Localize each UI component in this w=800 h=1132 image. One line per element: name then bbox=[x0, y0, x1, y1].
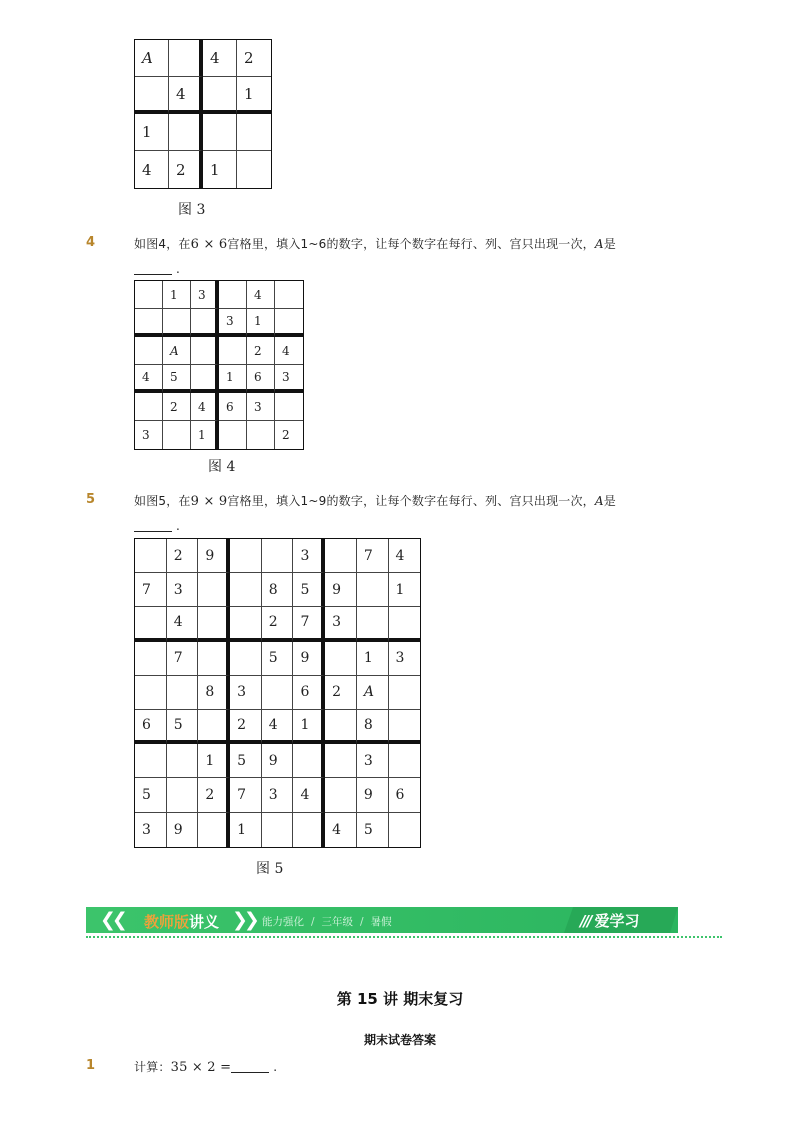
grid-cell-empty[interactable] bbox=[198, 573, 230, 607]
grid-cell-empty[interactable] bbox=[135, 642, 167, 676]
lecture-banner bbox=[86, 907, 716, 933]
question-5-answer-line bbox=[134, 519, 180, 533]
grid-cell-empty[interactable] bbox=[262, 676, 294, 710]
grid-cell-empty[interactable] bbox=[275, 281, 303, 309]
grid-cell-given: 9 bbox=[262, 744, 294, 778]
grid-cell-given: 1 bbox=[191, 421, 219, 449]
sudoku-grid-figure-3 bbox=[134, 39, 272, 189]
question-1-number: 1 bbox=[86, 1058, 96, 1073]
grid-cell-given: 7 bbox=[167, 642, 199, 676]
grid-cell-given: 6 bbox=[293, 676, 325, 710]
grid-cell-given: 2 bbox=[169, 151, 203, 188]
question-5-answer-blank[interactable] bbox=[134, 519, 172, 532]
grid-cell-empty[interactable] bbox=[237, 151, 271, 188]
banner-separator: / bbox=[311, 916, 315, 928]
figure-5-caption: 图 5 bbox=[256, 861, 284, 877]
grid-row bbox=[135, 710, 420, 744]
grid-cell-given: 5 bbox=[230, 744, 262, 778]
banner-tag-season: 暑假 bbox=[370, 916, 392, 928]
grid-cell-empty[interactable] bbox=[135, 744, 167, 778]
grid-cell-given: 4 bbox=[167, 607, 199, 641]
question-4-answer-blank[interactable] bbox=[134, 262, 172, 275]
banner-title-part1: 教师版 bbox=[144, 913, 190, 931]
grid-cell-given: 1 bbox=[357, 642, 389, 676]
banner-dotted-divider bbox=[86, 936, 722, 938]
question-1-prefix: 计算： bbox=[134, 1060, 171, 1074]
grid-cell-empty[interactable] bbox=[230, 573, 262, 607]
grid-cell-empty[interactable] bbox=[163, 309, 191, 337]
grid-row bbox=[135, 40, 271, 77]
grid-cell-given: 4 bbox=[169, 77, 203, 114]
grid-cell-given: 3 bbox=[191, 281, 219, 309]
grid-cell-given: 9 bbox=[293, 642, 325, 676]
grid-cell-given: 3 bbox=[325, 607, 357, 641]
question-5-number: 5 bbox=[86, 492, 96, 507]
question-5-suffix: 宫格里，填入1~9的数字，让每个数字在每行、列、宫只出现一次， bbox=[227, 494, 595, 508]
grid-cell-given: 1 bbox=[230, 813, 262, 847]
grid-cell-given: 7 bbox=[357, 539, 389, 573]
grid-cell-empty[interactable] bbox=[389, 813, 421, 847]
banner-tag-ability: 能力强化 bbox=[262, 916, 304, 928]
grid-cell-empty[interactable] bbox=[389, 607, 421, 641]
grid-cell-given: 2 bbox=[230, 710, 262, 744]
grid-cell-given: 3 bbox=[357, 744, 389, 778]
banner-tags bbox=[262, 914, 392, 929]
grid-cell-given: 5 bbox=[293, 573, 325, 607]
grid-cell-given: 9 bbox=[357, 778, 389, 812]
grid-cell-empty[interactable] bbox=[230, 642, 262, 676]
grid-row bbox=[135, 337, 303, 365]
grid-cell-empty[interactable] bbox=[230, 607, 262, 641]
grid-row bbox=[135, 393, 303, 421]
grid-cell-empty[interactable] bbox=[389, 710, 421, 744]
grid-cell-empty[interactable] bbox=[275, 393, 303, 421]
grid-cell-given: 2 bbox=[167, 539, 199, 573]
grid-cell-given: 4 bbox=[293, 778, 325, 812]
grid-row bbox=[135, 114, 271, 151]
grid-cell-given: 4 bbox=[135, 365, 163, 393]
grid-cell-given: 7 bbox=[293, 607, 325, 641]
sudoku-grid-figure-5 bbox=[134, 538, 421, 848]
grid-cell-given: 1 bbox=[247, 309, 275, 337]
grid-cell-empty[interactable] bbox=[198, 813, 230, 847]
grid-row bbox=[135, 539, 420, 573]
lecture-subtitle: 期末试卷答案 bbox=[363, 1033, 436, 1047]
grid-row bbox=[135, 778, 420, 812]
grid-cell-empty[interactable] bbox=[135, 77, 169, 114]
grid-cell-empty[interactable] bbox=[325, 539, 357, 573]
banner-title bbox=[144, 911, 219, 932]
grid-cell-given: 2 bbox=[325, 676, 357, 710]
grid-row bbox=[135, 642, 420, 676]
question-5-period: . bbox=[176, 519, 181, 533]
question-1-text bbox=[134, 1058, 277, 1075]
grid-cell-empty[interactable] bbox=[191, 337, 219, 365]
grid-cell-given: 4 bbox=[389, 539, 421, 573]
banner-title-part2: 讲义 bbox=[189, 913, 220, 931]
grid-cell-given: 1 bbox=[135, 114, 169, 151]
grid-cell-empty[interactable] bbox=[325, 778, 357, 812]
grid-cell-given: 4 bbox=[325, 813, 357, 847]
grid-cell-given: 5 bbox=[262, 642, 294, 676]
grid-row bbox=[135, 281, 303, 309]
grid-cell-given: 3 bbox=[247, 393, 275, 421]
grid-cell-given: 8 bbox=[198, 676, 230, 710]
grid-cell-empty[interactable] bbox=[135, 281, 163, 309]
grid-cell-given: 2 bbox=[198, 778, 230, 812]
grid-cell-empty[interactable] bbox=[203, 114, 237, 151]
grid-cell-empty[interactable] bbox=[191, 309, 219, 337]
lecture-title: 第 15 讲 期末复习 bbox=[336, 990, 464, 1008]
question-1-period: . bbox=[273, 1060, 278, 1074]
grid-cell-empty[interactable] bbox=[247, 421, 275, 449]
grid-cell-given: 3 bbox=[135, 813, 167, 847]
question-5-grid-expr: 9 × 9 bbox=[190, 494, 228, 509]
question-4-number: 4 bbox=[86, 235, 96, 250]
question-4-grid-expr: 6 × 6 bbox=[190, 237, 228, 252]
banner-tag-grade: 三年级 bbox=[321, 916, 354, 928]
grid-cell-given: 9 bbox=[167, 813, 199, 847]
grid-cell-given: 1 bbox=[163, 281, 191, 309]
grid-cell-given: 8 bbox=[262, 573, 294, 607]
grid-cell-given: 6 bbox=[219, 393, 247, 421]
question-1-expression: 35 × 2 = bbox=[170, 1060, 232, 1075]
grid-cell-empty[interactable] bbox=[262, 813, 294, 847]
grid-cell-given: 1 bbox=[237, 77, 271, 114]
grid-cell-given: 4 bbox=[191, 393, 219, 421]
grid-cell-empty[interactable] bbox=[163, 421, 191, 449]
question-1-answer-blank[interactable] bbox=[231, 1060, 269, 1073]
grid-cell-empty[interactable] bbox=[135, 309, 163, 337]
grid-cell-unknown-a: A bbox=[163, 337, 191, 365]
grid-cell-given: 4 bbox=[275, 337, 303, 365]
grid-cell-empty[interactable] bbox=[135, 676, 167, 710]
grid-row bbox=[135, 813, 420, 847]
grid-row bbox=[135, 573, 420, 607]
grid-cell-given: 3 bbox=[262, 778, 294, 812]
grid-cell-given: 4 bbox=[135, 151, 169, 188]
grid-cell-empty[interactable] bbox=[198, 642, 230, 676]
question-5-text bbox=[134, 492, 616, 509]
grid-cell-given: 9 bbox=[198, 539, 230, 573]
grid-cell-empty[interactable] bbox=[293, 813, 325, 847]
grid-cell-given: 3 bbox=[389, 642, 421, 676]
figure-3-caption: 图 3 bbox=[178, 202, 206, 218]
grid-cell-given: 3 bbox=[293, 539, 325, 573]
figure-4-caption: 图 4 bbox=[208, 459, 236, 475]
grid-cell-empty[interactable] bbox=[219, 281, 247, 309]
grid-row bbox=[135, 421, 303, 449]
grid-cell-given: 6 bbox=[247, 365, 275, 393]
grid-cell-given: 9 bbox=[325, 573, 357, 607]
grid-cell-given: 1 bbox=[203, 151, 237, 188]
question-5-prefix: 如图5，在 bbox=[134, 494, 191, 508]
grid-row bbox=[135, 309, 303, 337]
grid-cell-given: 8 bbox=[357, 710, 389, 744]
grid-cell-empty[interactable] bbox=[219, 337, 247, 365]
grid-cell-given: 7 bbox=[230, 778, 262, 812]
grid-cell-empty[interactable] bbox=[357, 607, 389, 641]
grid-cell-given: 3 bbox=[275, 365, 303, 393]
grid-cell-empty[interactable] bbox=[325, 642, 357, 676]
grid-cell-given: 2 bbox=[247, 337, 275, 365]
double-chevron-right-icon: ❯❯ bbox=[232, 909, 256, 931]
question-5-tail: 是 bbox=[603, 494, 616, 508]
grid-cell-empty[interactable] bbox=[230, 539, 262, 573]
grid-cell-given: 3 bbox=[135, 421, 163, 449]
grid-cell-empty[interactable] bbox=[167, 676, 199, 710]
grid-cell-given: 1 bbox=[389, 573, 421, 607]
grid-cell-unknown-a: A bbox=[135, 40, 169, 77]
grid-row bbox=[135, 607, 420, 641]
grid-cell-given: 6 bbox=[135, 710, 167, 744]
grid-row bbox=[135, 744, 420, 778]
question-4-text bbox=[134, 235, 616, 252]
grid-cell-given: 1 bbox=[293, 710, 325, 744]
grid-cell-empty[interactable] bbox=[191, 365, 219, 393]
question-4-variable: A bbox=[594, 237, 604, 251]
grid-cell-empty[interactable] bbox=[357, 573, 389, 607]
double-chevron-left-icon: ❮❮ bbox=[100, 909, 124, 931]
grid-cell-given: 2 bbox=[237, 40, 271, 77]
grid-cell-empty[interactable] bbox=[389, 744, 421, 778]
grid-cell-given: 3 bbox=[219, 309, 247, 337]
grid-cell-empty[interactable] bbox=[135, 607, 167, 641]
grid-cell-empty[interactable] bbox=[275, 309, 303, 337]
grid-cell-given: 5 bbox=[135, 778, 167, 812]
question-4-period: . bbox=[176, 262, 181, 276]
grid-cell-given: 4 bbox=[247, 281, 275, 309]
grid-cell-empty[interactable] bbox=[135, 539, 167, 573]
question-4-suffix: 宫格里，填入1~6的数字，让每个数字在每行、列、宫只出现一次， bbox=[227, 237, 595, 251]
grid-row bbox=[135, 77, 271, 114]
grid-cell-empty[interactable] bbox=[237, 114, 271, 151]
grid-cell-empty[interactable] bbox=[219, 421, 247, 449]
sudoku-grid-figure-4 bbox=[134, 280, 304, 450]
grid-cell-given: 6 bbox=[389, 778, 421, 812]
grid-cell-given: 2 bbox=[262, 607, 294, 641]
grid-cell-given: 4 bbox=[203, 40, 237, 77]
grid-cell-empty[interactable] bbox=[169, 40, 203, 77]
grid-cell-given: 3 bbox=[167, 573, 199, 607]
grid-cell-empty[interactable] bbox=[135, 393, 163, 421]
grid-cell-given: 2 bbox=[282, 428, 290, 442]
brand-name: 爱学习 bbox=[594, 912, 640, 930]
question-4-tail: 是 bbox=[603, 237, 616, 251]
grid-cell-empty[interactable] bbox=[262, 539, 294, 573]
grid-cell-given: 2 bbox=[163, 393, 191, 421]
grid-cell-empty[interactable] bbox=[203, 77, 237, 114]
brand-logo bbox=[580, 910, 639, 931]
grid-cell-empty[interactable] bbox=[198, 607, 230, 641]
grid-cell-empty[interactable] bbox=[167, 778, 199, 812]
grid-cell-empty[interactable] bbox=[167, 744, 199, 778]
grid-row bbox=[135, 365, 303, 393]
grid-cell-given: 7 bbox=[135, 573, 167, 607]
question-5-variable: A bbox=[594, 494, 604, 508]
grid-cell-empty[interactable] bbox=[135, 337, 163, 365]
question-4-answer-line bbox=[134, 262, 180, 276]
brand-mark-icon: /// bbox=[580, 912, 591, 930]
grid-cell-empty[interactable] bbox=[169, 114, 203, 151]
grid-cell-given: 1 bbox=[198, 744, 230, 778]
grid-cell-empty[interactable] bbox=[325, 710, 357, 744]
grid-cell-given: 5 bbox=[167, 710, 199, 744]
grid-cell-empty[interactable] bbox=[325, 744, 357, 778]
question-4-prefix: 如图4，在 bbox=[134, 237, 191, 251]
grid-cell-given: 3 bbox=[230, 676, 262, 710]
grid-cell-given: 5 bbox=[163, 365, 191, 393]
grid-cell-empty[interactable] bbox=[293, 744, 325, 778]
grid-cell-given: 5 bbox=[357, 813, 389, 847]
grid-row bbox=[135, 676, 420, 710]
grid-row bbox=[135, 151, 271, 188]
grid-cell-unknown-a: A bbox=[357, 676, 389, 710]
grid-cell-empty[interactable] bbox=[198, 710, 230, 744]
grid-cell-given: 4 bbox=[262, 710, 294, 744]
grid-cell-given: 1 bbox=[219, 365, 247, 393]
banner-separator: / bbox=[360, 916, 364, 928]
grid-cell-empty[interactable] bbox=[389, 676, 421, 710]
